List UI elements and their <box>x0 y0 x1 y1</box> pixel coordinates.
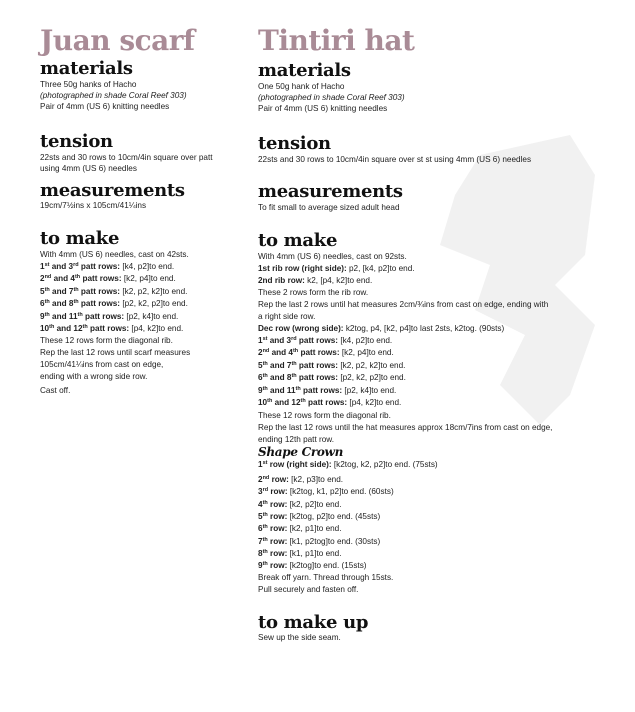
hat-rib-row-1: 1st rib row (right side): p2, [k4, p2]to end. <box>258 264 415 273</box>
hat-tension: 22sts and 30 rows to 10cm/4in square over st st using 4mm (US 6) needles <box>258 155 532 164</box>
patt-row: 6th and 8th patt rows: [p2, k2, p2]to end. <box>258 373 406 383</box>
crown-row: 5th row: [k2tog, p2]to end. (45sts) <box>258 511 381 521</box>
hat-rib-repeat: a right side row. <box>258 312 316 321</box>
scarf-materials-heading: materials <box>40 58 133 79</box>
scarf-tension-heading: tension <box>40 131 113 152</box>
scarf-diag-note: These 12 rows form the diagonal rib. <box>40 336 173 345</box>
hat-diag-note: These 12 rows form the diagonal rib. <box>258 411 391 420</box>
hat-make-up: Sew up the side seam. <box>258 633 341 642</box>
hat-title: Tintiri hat <box>258 24 415 57</box>
patt-row: 2nd and 4th patt rows: [k2, p4]to end. <box>40 274 176 284</box>
scarf-cast-on: With 4mm (US 6) needles, cast on 42sts. <box>40 250 189 259</box>
patt-row: 9th and 11th patt rows: [p2, k4]to end. <box>40 311 179 321</box>
crown-row: 7th row: [k1, p2tog]to end. (30sts) <box>258 536 381 546</box>
scarf-materials-line: Three 50g hanks of Hacho <box>40 80 137 89</box>
hat-tension-heading: tension <box>258 133 331 154</box>
hat-measurements-heading: measurements <box>258 181 403 202</box>
crown-row: 4th row: [k2, p2]to end. <box>258 499 342 509</box>
patt-row: 10th and 12th patt rows: [p4, k2]to end. <box>258 398 402 407</box>
hat-materials-line: Pair of 4mm (US 6) knitting needles <box>258 104 388 113</box>
patt-row: 1st and 3rd patt rows: [k4, p2]to end. <box>40 262 175 271</box>
scarf-tension-line: 22sts and 30 rows to 10cm/4in square over patt <box>40 153 213 162</box>
hat-rib-repeat: Rep the last 2 rows until hat measures 2cm/¾ins from cast on edge, ending with <box>258 300 549 309</box>
patt-row: 5th and 7th patt rows: [k2, p2, k2]to end. <box>40 286 188 296</box>
hat-make-heading: to make <box>258 230 338 251</box>
scarf-materials-line: Pair of 4mm (US 6) knitting needles <box>40 102 170 111</box>
hat-materials-line: One 50g hank of Hacho <box>258 82 345 91</box>
hat-dec-row: Dec row (wrong side): k2tog, p4, [k2, p4]to last 2sts, k2tog. (90sts) <box>258 324 505 333</box>
scarf-cast-off: Cast off. <box>40 386 71 395</box>
hat-cast-on: With 4mm (US 6) needles, cast on 92sts. <box>258 252 407 261</box>
hat-finish-line: Pull securely and fasten off. <box>258 585 359 594</box>
patt-row: 6th and 8th patt rows: [p2, k2, p2]to end. <box>40 299 188 309</box>
scarf-make-heading: to make <box>40 228 120 249</box>
scarf-repeat-line: ending with a wrong side row. <box>40 372 148 381</box>
hat-materials-heading: materials <box>258 60 351 81</box>
crown-row: 3rd row: [k2tog, k1, p2]to end. (60sts) <box>258 487 394 497</box>
patt-row: 5th and 7th patt rows: [k2, p2, k2]to end. <box>258 360 406 370</box>
hat-finish-line: Break off yarn. Thread through 15sts. <box>258 573 394 582</box>
patt-row: 9th and 11th patt rows: [p2, k4]to end. <box>258 385 397 395</box>
crown-row: 8th row: [k1, p1]to end. <box>258 548 342 558</box>
crown-row: 6th row: [k2, p1]to end. <box>258 524 342 534</box>
crown-row: 1st row (right side): [k2tog, k2, p2]to end. (75sts) <box>258 460 438 469</box>
crown-row: 9th row: [k2tog]to end. (15sts) <box>258 561 367 571</box>
hat-materials-shade: (photographed in shade Coral Reef 303) <box>258 93 405 102</box>
hat-make-up-heading: to make up <box>258 612 369 633</box>
crown-row: 2nd row: [k2, p3]to end. <box>258 475 344 484</box>
scarf-repeat-line: Rep the last 12 rows until scarf measures <box>40 348 191 357</box>
scarf-title: Juan scarf <box>40 24 195 57</box>
scarf-materials-shade: (photographed in shade Coral Reef 303) <box>40 91 187 100</box>
scarf-measurements: 19cm/7½ins x 105cm/41¼ins <box>40 201 147 210</box>
hat-diag-repeat: ending 12th patt row. <box>258 435 335 444</box>
patt-row: 10th and 12th patt rows: [p4, k2]to end. <box>40 324 184 333</box>
patt-row: 2nd and 4th patt rows: [k2, p4]to end. <box>258 348 394 358</box>
hat-rib-row-2: 2nd rib row: k2, [p4, k2]to end. <box>258 276 373 285</box>
hat-rib-note: These 2 rows form the rib row. <box>258 288 369 297</box>
scarf-tension-line: using 4mm (US 6) needles <box>40 164 137 173</box>
hat-crown-heading: Shape Crown <box>258 445 344 459</box>
hat-measurements: To fit small to average sized adult head <box>258 203 400 212</box>
scarf-repeat-line: 105cm/41¼ins from cast on edge, <box>40 360 164 369</box>
watermark-graphic <box>420 135 600 425</box>
patt-row: 1st and 3rd patt rows: [k4, p2]to end. <box>258 336 393 345</box>
hat-diag-repeat: Rep the last 12 rows until the hat measures approx 18cm/7ins from cast on edge, <box>258 423 553 432</box>
scarf-measurements-heading: measurements <box>40 180 185 201</box>
